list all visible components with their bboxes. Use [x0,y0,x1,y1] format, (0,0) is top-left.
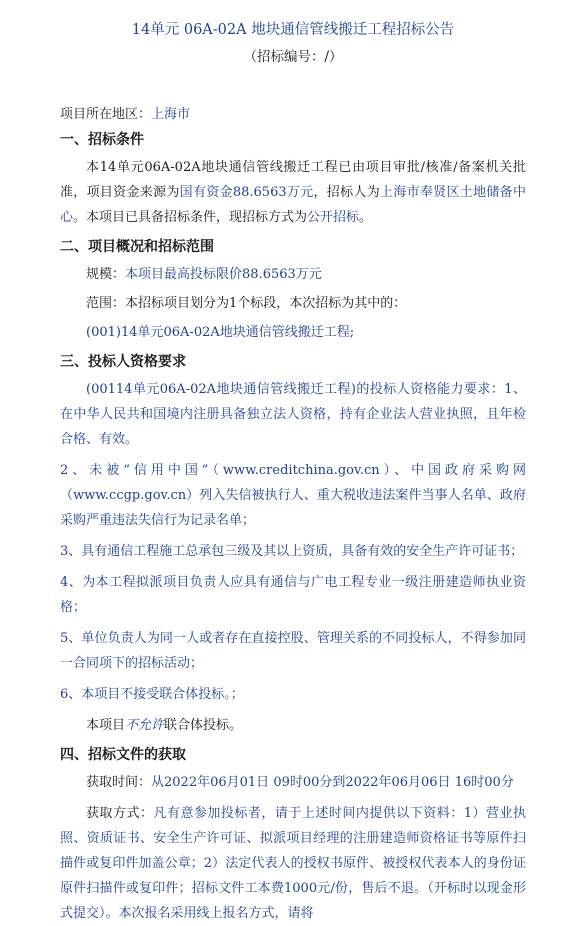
region-value: 上海市 [151,107,191,122]
conditions-text: ，招标人为 [313,185,380,200]
qualification-item-2: 2、未被“信用中国”（www.creditchina.gov.cn）、中国政府采购网（www.ccgp.gov.cn）列入失信被执行人、重大税收违法案件当事人名单、政府采购严重违法失信行为记录名单； [60,463,526,528]
range-line: 范围：本招标项目划分为1个标段，本次招标为其中的： [86,296,407,311]
scale-line [60,262,526,287]
page-title: 14单元 06A-02A 地块通信管线搬迁工程招标公告 [131,22,455,38]
section-heading-documents: 四、招标文件的获取 [60,747,186,763]
consortium-text: 本项目 [86,718,126,733]
time-value: 从2022年06月01日 09时00分到2022年06月06日 16时00分 [151,775,514,790]
fund-source: 国有资金88.6563万元 [179,185,314,200]
tender-number: （招标编号：/） [243,49,343,65]
scale-value: 本项目最高投标限价88.6563万元 [125,267,322,282]
conditions-text: 。 [359,210,373,225]
project-region [60,105,526,125]
qualification-item-5: 5、单位负责人为同一人或者存在直接控股、管理关系的不同投标人，不得参加同一合同项下的招标活动； [60,631,526,671]
method-value: 凡有意参加投标者，请于上述时间内提供以下资料：1）营业执照、资质证书、安全生产许可证、拟派项目经理的注册建造师资格证书等原件扫描件或复印件加盖公章；2）法定代表人的授权书原件、被授权代表本人的身份证原件扫描件或复印件；招标文件工本费1000元/份，售后不退。（开标时以现金形式提交）。本次报名采用线上报名方式，请将 [60,806,526,921]
acquisition-method [60,801,526,926]
qualification-item-1: (00114单元06A-02A地块通信管线搬迁工程)的投标人资格能力要求：1、在中华人民共和国境内注册具备独立法人资格，持有企业法人营业执照，且年检合格、有效。 [60,382,526,447]
qualification-item-6: 6、本项目不接受联合体投标。； [60,687,244,702]
consortium-text: 联合体投标。 [164,718,243,733]
conditions-paragraph [60,155,526,230]
section-heading-overview: 二、项目概况和招标范围 [60,239,214,255]
conditions-text: 本14单元06A-02A地块通信管线搬迁工程已由项目审批/核准/备案机关批准，项目资金来源为 [60,160,526,200]
qualification-item-4: 4、为本工程拟派项目负责人应具有通信与广电工程专业一级注册建造师执业资格； [60,575,526,615]
consortium-value: 不允许 [125,718,165,733]
lot-line: (001)14单元06A-02A地块通信管线搬迁工程; [86,325,355,340]
acquisition-time [60,770,526,795]
qualification-item-3: 3、具有通信工程施工总承包三级及其以上资质，具备有效的安全生产许可证书； [60,544,524,559]
section-heading-conditions: 一、招标条件 [60,132,144,148]
method-label: 获取方式： [86,806,154,821]
conditions-text: 。本项目已具备招标条件，现招标方式为 [73,210,308,225]
scale-label: 规模： [86,267,126,282]
tender-method: 公开招标 [307,210,360,225]
region-label: 项目所在地区： [60,107,152,122]
tenderer-name: 上海市奉贤区土地储备中心 [60,185,526,225]
time-label: 获取时间： [86,775,152,790]
consortium-line [60,713,526,738]
section-heading-qualifications: 三、投标人资格要求 [60,354,186,370]
